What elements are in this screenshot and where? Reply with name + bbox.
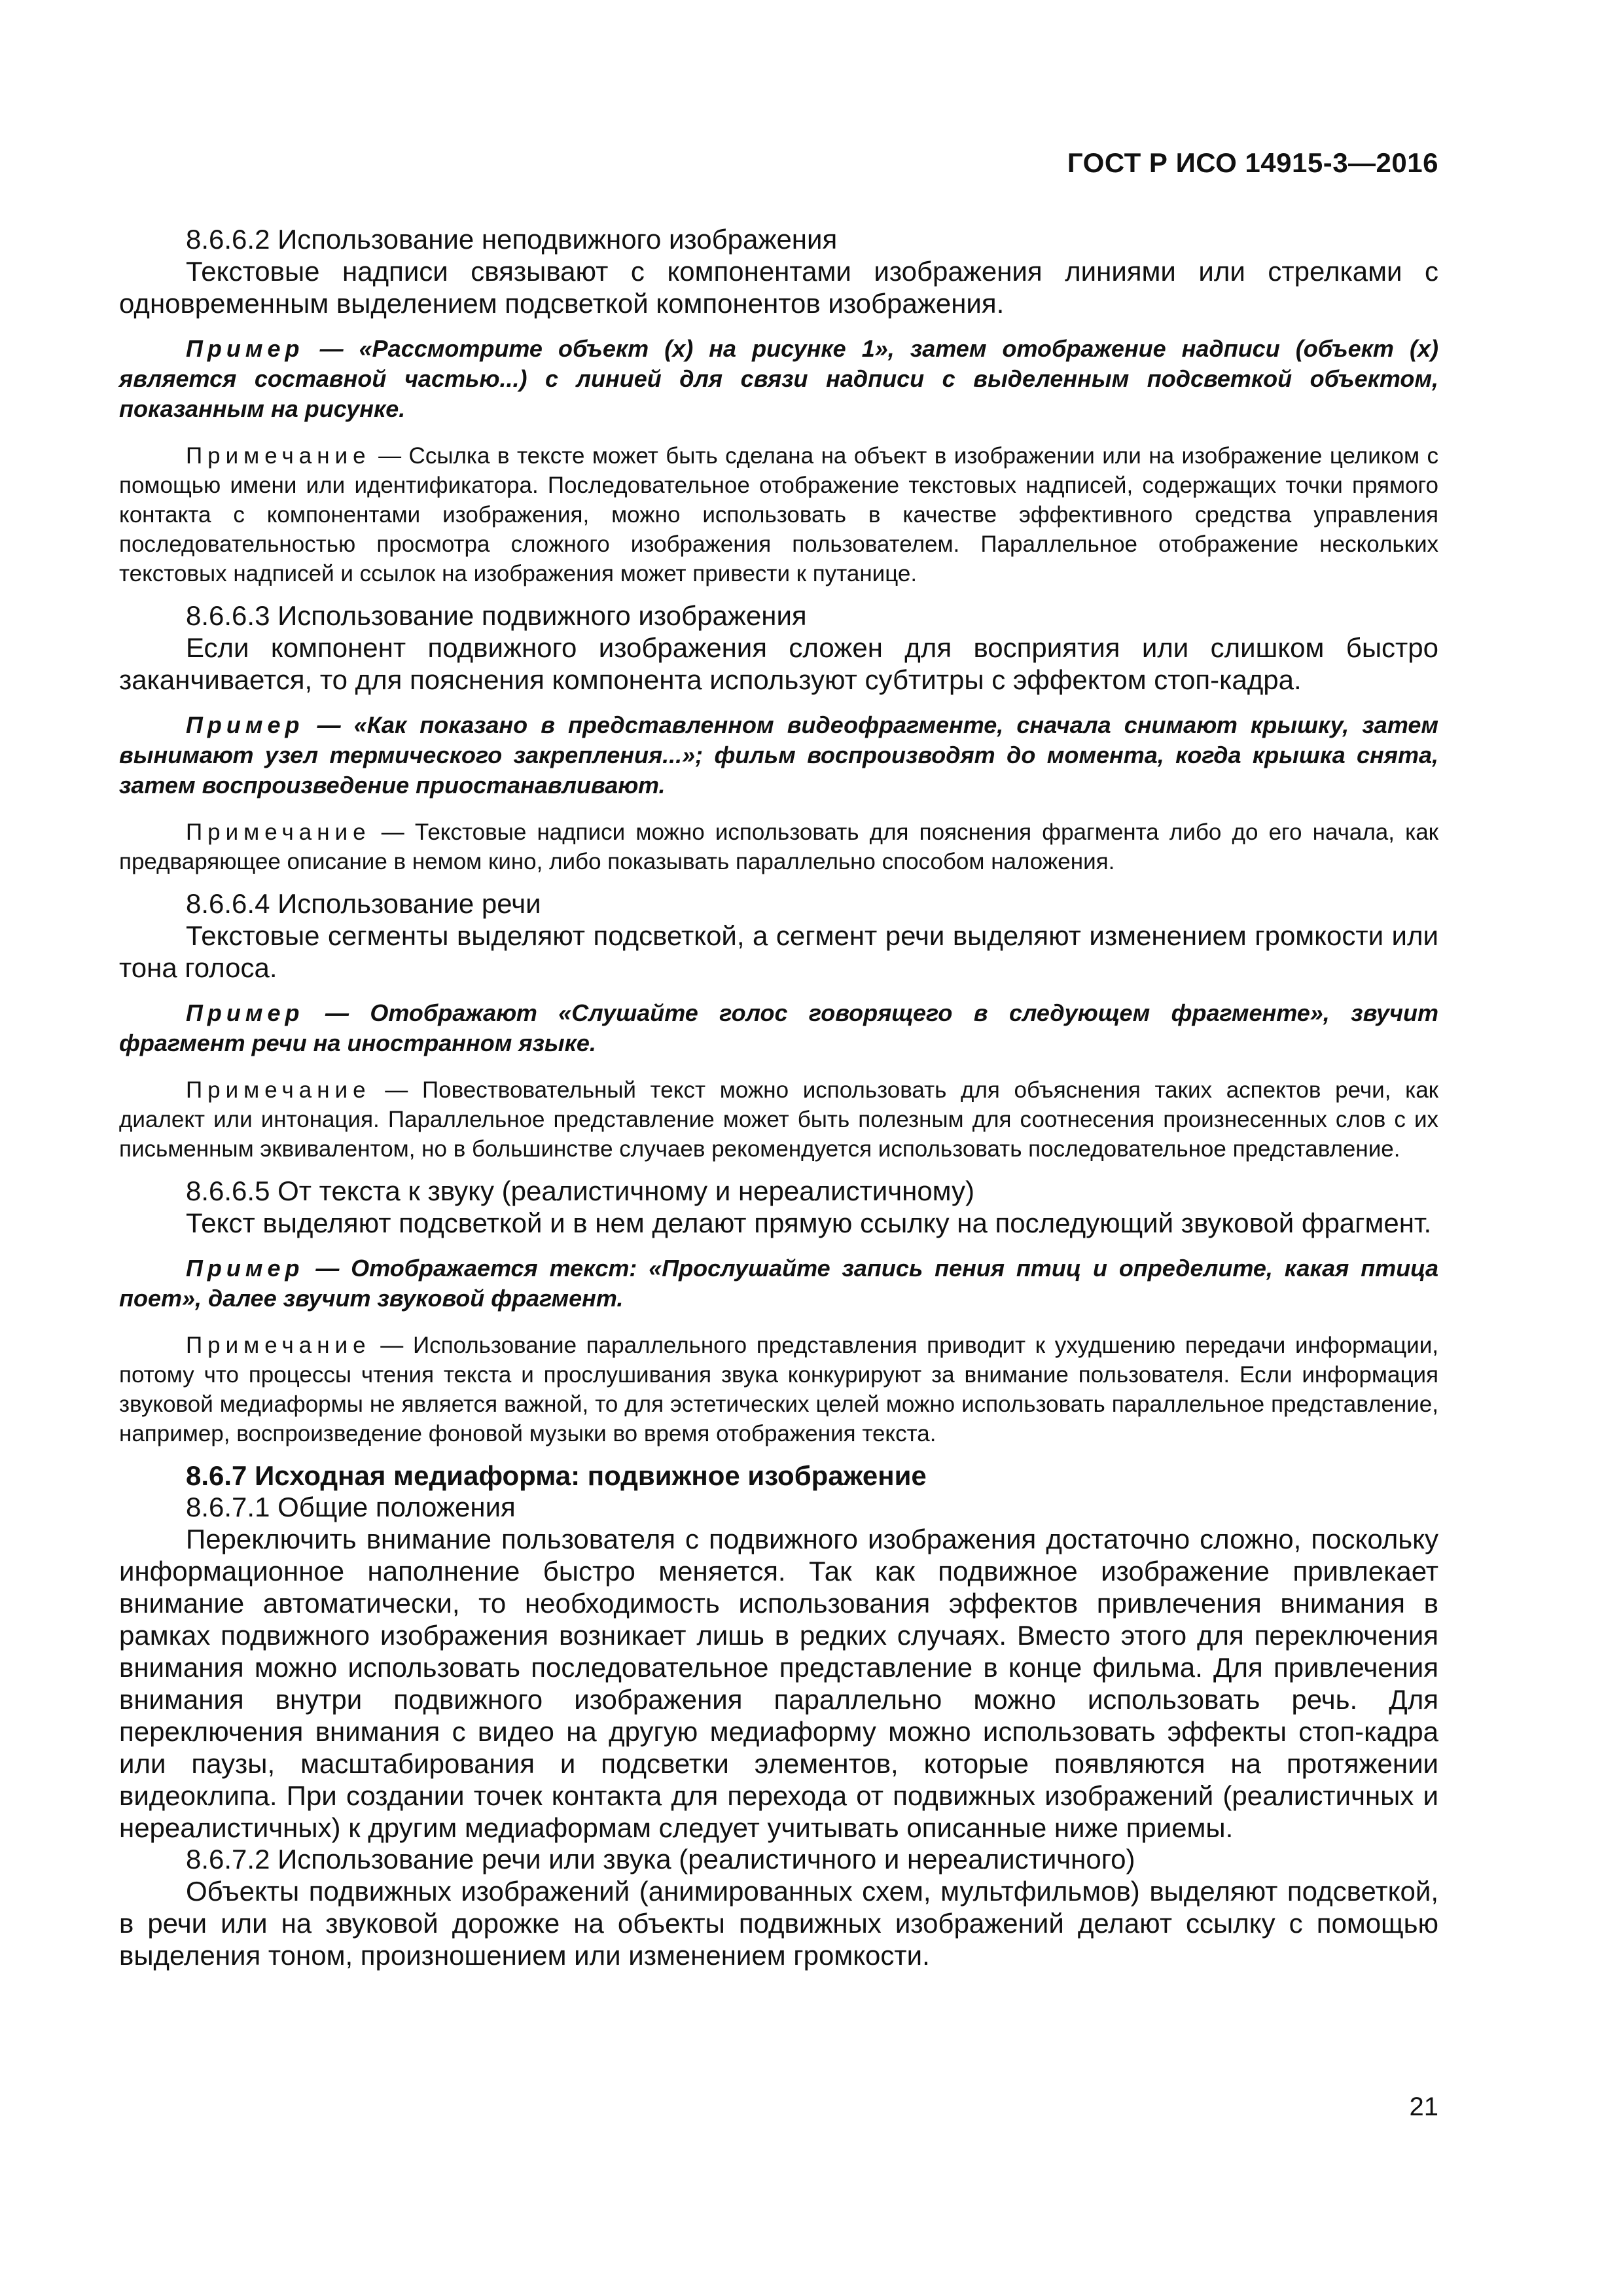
note-8-6-6-3 [119, 817, 1438, 876]
section-body-8-6-7-2: Объекты подвижных изображений (анимированных схем, мультфильмов) выделяют подсветкой, в речи или на звуковой дорожке на объекты подвижных изображений делают ссылку с помощью выделения тоном, произношением или изменением громкости. [119, 1876, 1438, 1971]
section-heading-8-6-6-2: 8.6.6.2 Использование неподвижного изображения [186, 224, 838, 255]
note-label: Примечание [186, 819, 371, 845]
example-text: — Отображают «Слушайте голос говорящего в следующем фрагменте», звучит фрагмент речи на иностранном языке. [119, 999, 1438, 1056]
example-8-6-6-5 [119, 1253, 1438, 1314]
section-body-8-6-7-1: Переключить внимание пользователя с подвижного изображения достаточно сложно, поскольку информационное наполнение быстро меняется. Так как подвижное изображение привлекает внимание автоматически, то необходимость использования эффектов привлечения внимания в рамках подвижного изображения возникает лишь в редких случаях. Вместо этого для переключения внимания можно использовать последовательное представление в конце фильма. Для привлечения внимания внутри подвижного изображения параллельно можно использовать речь. Для переключения внимания с видео на другую медиаформу можно использовать эффекты стоп-кадра или паузы, масштабирования и подсветки элементов, которые появляются на протяжении видеоклипа. При создании точек контакта для перехода от подвижных изображений (реалистичных и нереалистичных) к другим медиаформам следует учитывать описанные ниже приемы. [119, 1524, 1438, 1843]
example-label: Пример [186, 711, 304, 738]
note-8-6-6-5 [119, 1331, 1438, 1448]
section-heading-8-6-7-1: 8.6.7.1 Общие положения [186, 1492, 516, 1522]
page-content [119, 224, 1438, 1971]
section-body-8-6-6-3: Если компонент подвижного изображения сложен для восприятия или слишком быстро заканчивается, то для пояснения компонента используют субтитры с эффектом стоп-кадра. [119, 632, 1438, 695]
section-body-8-6-6-5: Текст выделяют подсветкой и в нем делают прямую ссылку на последующий звуковой фрагмент. [186, 1208, 1432, 1238]
example-text: — «Как показано в представленном видеофрагменте, сначала снимают крышку, затем вынимают узел термического закрепления...»; фильм воспроизводят до момента, когда крышка снята, затем воспроизведение приостанавливают. [119, 711, 1438, 798]
section-heading-8-6-6-3: 8.6.6.3 Использование подвижного изображения [186, 600, 807, 631]
note-label: Примечание [186, 1333, 371, 1358]
note-label: Примечание [186, 1077, 371, 1103]
note-8-6-6-2 [119, 441, 1438, 588]
section-heading-8-6-7: 8.6.7 Исходная медиаформа: подвижное изображение [186, 1460, 927, 1491]
section-heading-8-6-6-5: 8.6.6.5 От текста к звуку (реалистичному и нереалистичному) [186, 1175, 975, 1206]
note-text: — Использование параллельного представления приводит к ухудшению передачи информации, потому что процессы чтения текста и прослушивания звука конкурируют за внимание пользователя. Если информация звуковой медиаформы не является важной, то для эстетических целей можно использовать параллельное представление, например, воспроизведение фоновой музыки во время отображения текста. [119, 1333, 1438, 1446]
example-label: Пример [186, 1255, 304, 1282]
example-label: Пример [186, 335, 304, 362]
example-text: — «Рассмотрите объект (x) на рисунке 1», затем отображение надписи (объект (x) является составной частью...) с линией для связи надписи с выделенным подсветкой объектом, показанным на рисунке. [119, 335, 1438, 422]
page-number: 21 [1409, 2092, 1438, 2121]
note-text: — Повествовательный текст можно использовать для объяснения таких аспектов речи, как диалект или интонация. Параллельное представление может быть полезным для соотнесения произнесенных слов с их письменным эквивалентом, но в большинстве случаев рекомендуется использовать последовательное представление. [119, 1077, 1438, 1162]
section-heading-8-6-6-4: 8.6.6.4 Использование речи [186, 888, 541, 919]
example-text: — Отображается текст: «Прослушайте запись пения птиц и определите, какая птица поет», далее звучит звуковой фрагмент. [119, 1255, 1438, 1312]
note-text: — Ссылка в тексте может быть сделана на объект в изображении или на изображение целиком с помощью имени или идентификатора. Последовательное отображение текстовых надписей, содержащих точки прямого контакта с компонентами изображения, можно использовать в качестве эффективного средства управления последовательностью просмотра сложного изображения пользователем. Параллельное отображение нескольких текстовых надписей и ссылок на изображения может привести к путанице. [119, 443, 1438, 586]
example-8-6-6-2 [119, 334, 1438, 424]
note-label: Примечание [186, 443, 371, 469]
section-heading-8-6-7-2: 8.6.7.2 Использование речи или звука (реалистичного и нереалистичного) [186, 1844, 1135, 1874]
document-code-header: ГОСТ Р ИСО 14915-3—2016 [1067, 147, 1438, 178]
example-8-6-6-3 [119, 710, 1438, 800]
section-body-8-6-6-2: Текстовые надписи связывают с компонентами изображения линиями или стрелками с одновременным выделением подсветкой компонентов изображения. [119, 256, 1438, 319]
note-text: — Текстовые надписи можно использовать для пояснения фрагмента либо до его начала, как предваряющее описание в немом кино, либо показывать параллельно способом наложения. [119, 819, 1438, 874]
note-8-6-6-4 [119, 1075, 1438, 1164]
example-8-6-6-4 [119, 998, 1438, 1058]
example-label: Пример [186, 999, 304, 1026]
section-body-8-6-6-4: Текстовые сегменты выделяют подсветкой, а сегмент речи выделяют изменением громкости или тона голоса. [119, 920, 1438, 983]
